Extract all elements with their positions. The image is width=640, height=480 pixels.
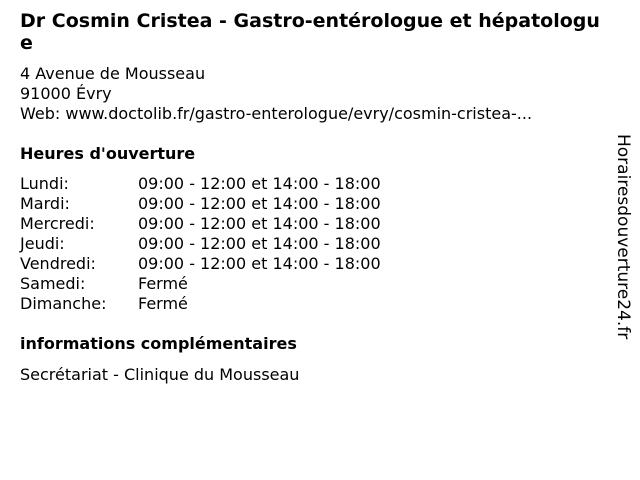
- hours-row-tuesday: [20, 194, 381, 214]
- time-value: 09:00 - 12:00 et 14:00 - 18:00: [138, 174, 381, 193]
- day-label: Jeudi:: [20, 234, 65, 253]
- hours-row-thursday: [20, 234, 381, 254]
- address-block: [20, 64, 532, 124]
- day-label: Dimanche:: [20, 294, 107, 313]
- city-address: 91000 Évry: [20, 84, 112, 103]
- time-value: 09:00 - 12:00 et 14:00 - 18:00: [138, 234, 381, 253]
- opening-hours-heading: Heures d'ouverture: [20, 144, 196, 163]
- day-label: Vendredi:: [20, 254, 96, 273]
- time-value: 09:00 - 12:00 et 14:00 - 18:00: [138, 254, 381, 273]
- hours-row-wednesday: [20, 214, 381, 234]
- time-value: Fermé: [138, 294, 188, 313]
- website-link[interactable]: Web: www.doctolib.fr/gastro-enterologue/evry/cosmin-cristea-...: [20, 104, 533, 123]
- hours-row-friday: [20, 254, 381, 274]
- street-address: 4 Avenue de Mousseau: [20, 64, 206, 83]
- hours-row-sunday: [20, 294, 381, 314]
- hours-row-monday: [20, 174, 381, 194]
- site-watermark: Horairesdouverture24.fr: [613, 134, 633, 340]
- opening-hours-table: [20, 174, 381, 314]
- time-value: Fermé: [138, 274, 188, 293]
- additional-info-text: Secrétariat - Clinique du Mousseau: [20, 365, 300, 384]
- additional-info-heading: informations complémentaires: [20, 334, 297, 353]
- day-label: Mercredi:: [20, 214, 95, 233]
- time-value: 09:00 - 12:00 et 14:00 - 18:00: [138, 194, 381, 213]
- day-label: Samedi:: [20, 274, 86, 293]
- hours-row-saturday: [20, 274, 381, 294]
- page-title: Dr Cosmin Cristea - Gastro-entérologue et hépatologue: [20, 10, 600, 54]
- day-label: Lundi:: [20, 174, 69, 193]
- time-value: 09:00 - 12:00 et 14:00 - 18:00: [138, 214, 381, 233]
- day-label: Mardi:: [20, 194, 70, 213]
